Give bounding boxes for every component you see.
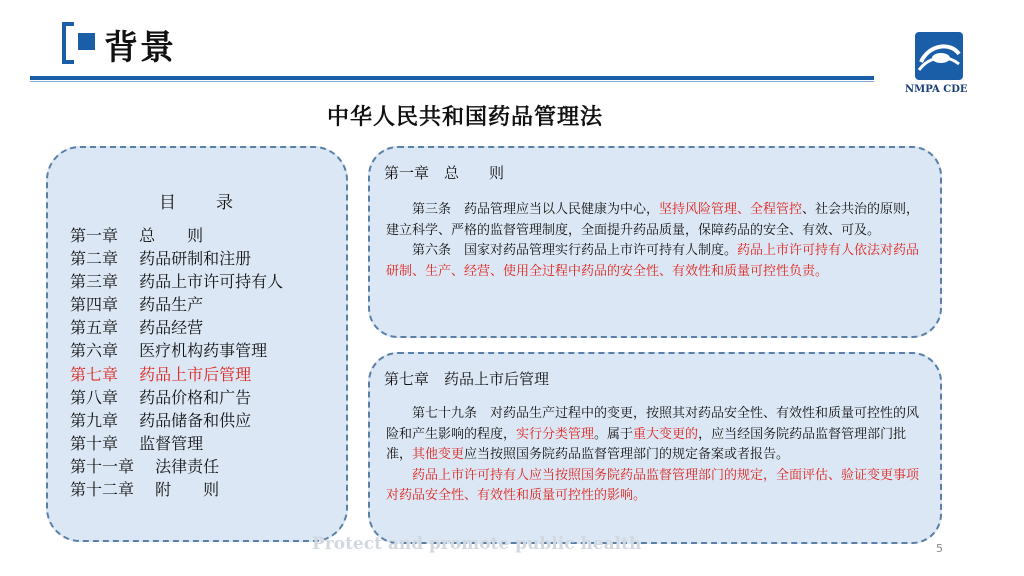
chapter7-body [386, 404, 922, 507]
article79-paragraph-2 [386, 466, 922, 507]
slide-title: 背景 [104, 28, 176, 68]
toc-list [70, 224, 283, 501]
article79-highlight: 其他变更 [412, 447, 465, 462]
chapter1-heading: 第一章 总 则 [384, 164, 505, 182]
nmpa-cde-logo [905, 32, 981, 100]
main-heading: 中华人民共和国药品管理法 [326, 105, 603, 130]
toc-item: 第九章 药品储备和供应 [70, 410, 252, 430]
article79-highlight: 重大变更的 [633, 426, 699, 442]
article79-text: 第七十九条 对药品生产过程中的变更，按照其对药品安全性、有效性和质量可控性的风险和产生影响的程度， [386, 406, 920, 442]
toc-item: 第四章 药品生产 [70, 295, 204, 315]
title-bracket-icon [62, 22, 74, 64]
article6-highlight: 药品上市许可持有人依法对药品研制、生产、经营、使用全过程中药品的安全性、有效性和质量可控性负责。 [386, 243, 920, 279]
article3-text: 第三条 药品管理应当以人民健康为中心， [412, 202, 660, 217]
logo-mark-icon [915, 32, 963, 80]
toc-item: 第十一章 法律责任 [70, 456, 220, 476]
toc-item: 第十二章 附 则 [70, 480, 220, 500]
article79-highlight: 实行分类管理 [516, 426, 595, 442]
title-underline-thin [30, 81, 874, 82]
toc-item: 第一章 总 则 [70, 226, 204, 245]
toc-heading: 目 录 [159, 193, 235, 213]
article79-paragraph [386, 404, 922, 466]
article79-text: ，应当经国务院药品监督管理部门批准， [386, 426, 907, 462]
article6-text: 第六条 国家对药品管理实行药品上市许可持有人制度。 [412, 243, 738, 258]
title-underline [30, 76, 874, 80]
chapter7-box [368, 352, 942, 544]
article3-paragraph [386, 200, 922, 241]
toc-item: 第十章 监督管理 [70, 433, 204, 453]
chapter1-box [368, 146, 942, 338]
watermark: Protect and promote public health [312, 534, 642, 554]
toc-item: 第六章 医疗机构药事管理 [70, 341, 268, 361]
article3-highlight: 坚持风险管理、全程管控 [659, 202, 803, 217]
toc-item: 第二章 药品研制和注册 [70, 249, 252, 269]
toc-item: 第五章 药品经营 [70, 318, 204, 338]
toc-item-highlighted: 第七章 药品上市后管理 [70, 364, 252, 384]
article79-text: 。属于 [594, 426, 634, 442]
logo-text: NMPA CDE [905, 84, 968, 95]
toc-item: 第三章 药品上市许可持有人 [70, 272, 284, 292]
article79-text: 应当按照国务院药品监督管理部门的规定备案或者报告。 [464, 447, 790, 462]
page-number: 5 [936, 542, 943, 555]
chapter7-heading: 第七章 药品上市后管理 [384, 370, 550, 388]
article3-text: 、社会共治的原则，建立科学、严格的监督管理制度，全面提升药品质量，保障药品的安全、有效、可及。 [386, 202, 920, 238]
article6-paragraph [386, 241, 922, 282]
article79-highlight: 药品上市许可持有人应当按照国务院药品监督管理部门的规定，全面评估、验证变更事项对药品安全性、有效性和质量可控性的影响。 [386, 467, 920, 503]
chapter1-body [386, 200, 922, 282]
toc-item: 第八章 药品价格和广告 [70, 387, 252, 407]
toc-box [46, 146, 348, 542]
title-square-icon [78, 33, 95, 50]
